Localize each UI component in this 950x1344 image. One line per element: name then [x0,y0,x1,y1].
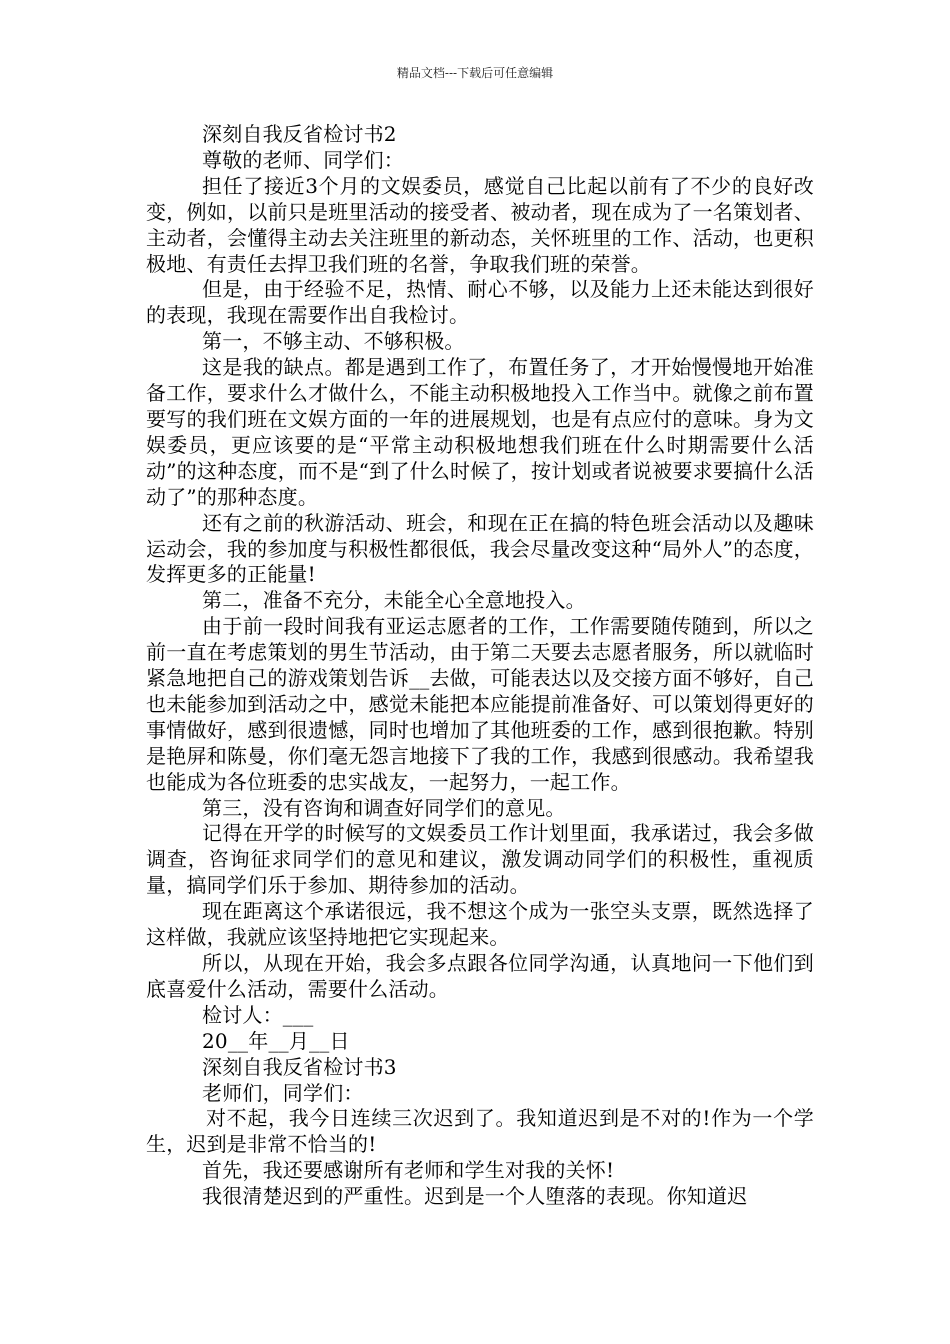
section-title: 深刻自我反省检讨书3 [202,1054,397,1079]
paragraph: 由于前一段时间我有亚运志愿者的工作，工作需要随传随到，所以之前一直在考虑策划的男生节活动，由于第二天要去志愿者服务，所以就临时紧急地把自己的游戏策划告诉__去做，可能表达以及交接方面不够好，自己也未能参加到活动之中，感觉未能把本应能提前准备好、可以策划得更好的事情做好，感到很遗憾，同时也增加了其他班委的工作，感到很抱歉。特别是艳屏和陈曼，你们毫无怨言地接下了我的工作，我感到很感动。我希望我也能成为各位班委的忠实战友，一起努力，一起工作。 [146,614,814,794]
paragraph: 还有之前的秋游活动、班会，和现在正在搞的特色班会活动以及趣味运动会，我的参加度与积极性都很低，我会尽量改变这种“局外人”的态度，发挥更多的正能量! [146,510,814,587]
paragraph: 但是，由于经验不足，热情、耐心不够，以及能力上还未能达到很好的表现，我现在需要作出自我检讨。 [146,277,814,328]
point-heading: 第二，准备不充分，未能全心全意地投入。 [202,588,586,613]
paragraph: 现在距离这个承诺很远，我不想这个成为一张空头支票，既然选择了这样做，我就应该坚持地把它实现起来。 [146,899,814,950]
paragraph: 首先，我还要感谢所有老师和学生对我的关怀! [202,1158,615,1183]
paragraph: 记得在开学的时候写的文娱委员工作计划里面，我承诺过，我会多做调查，咨询征求同学们的意见和建议，激发调动同学们的积极性，重视质量，搞同学们乐于参加、期待参加的活动。 [146,821,814,898]
page-header: 精品文档---下载后可任意编辑 [396,66,554,80]
paragraph: 我很清楚迟到的严重性。迟到是一个人堕落的表现。你知道迟 [202,1184,748,1209]
signature-line: 检讨人：___ [202,1002,314,1027]
section-title: 深刻自我反省检讨书2 [202,122,397,146]
point-heading: 第一，不够主动、不够积极。 [202,329,465,354]
paragraph: 对不起，我今日连续三次迟到了。我知道迟到是不对的!作为一个学生，迟到是非常不恰当的! [146,1106,814,1157]
point-heading: 第三，没有咨询和调查好同学们的意见。 [202,795,566,820]
date-line: 20__年__月__日 [202,1028,350,1053]
document-body [146,122,814,1210]
paragraph: 所以，从现在开始，我会多点跟各位同学沟通，认真地问一下他们到底喜爱什么活动，需要什么活动。 [146,951,814,1001]
salutation: 尊敬的老师、同学们： [202,147,404,172]
salutation: 老师们，同学们： [202,1080,364,1105]
paragraph: 担任了接近3个月的文娱委员，感觉自己比起以前有了不少的良好改变，例如，以前只是班里活动的接受者、被动者，现在成为了一名策划者、主动者，会懂得主动去关注班里的新动态，关怀班里的工作、活动，也更积极地、有责任去捍卫我们班的名誉，争取我们班的荣誉。 [146,173,814,276]
paragraph: 这是我的缺点。都是遇到工作了，布置任务了，才开始慢慢地开始准备工作，要求什么才做什么，不能主动积极地投入工作当中。就像之前布置要写的我们班在文娱方面的一年的进展规划，也是有点应付的意味。身为文娱委员，更应该要的是“平常主动积极地想我们班在什么时期需要什么活动”的这种态度，而不是“到了什么时候了，按计划或者说被要求要搞什么活动了”的那种态度。 [146,355,814,509]
